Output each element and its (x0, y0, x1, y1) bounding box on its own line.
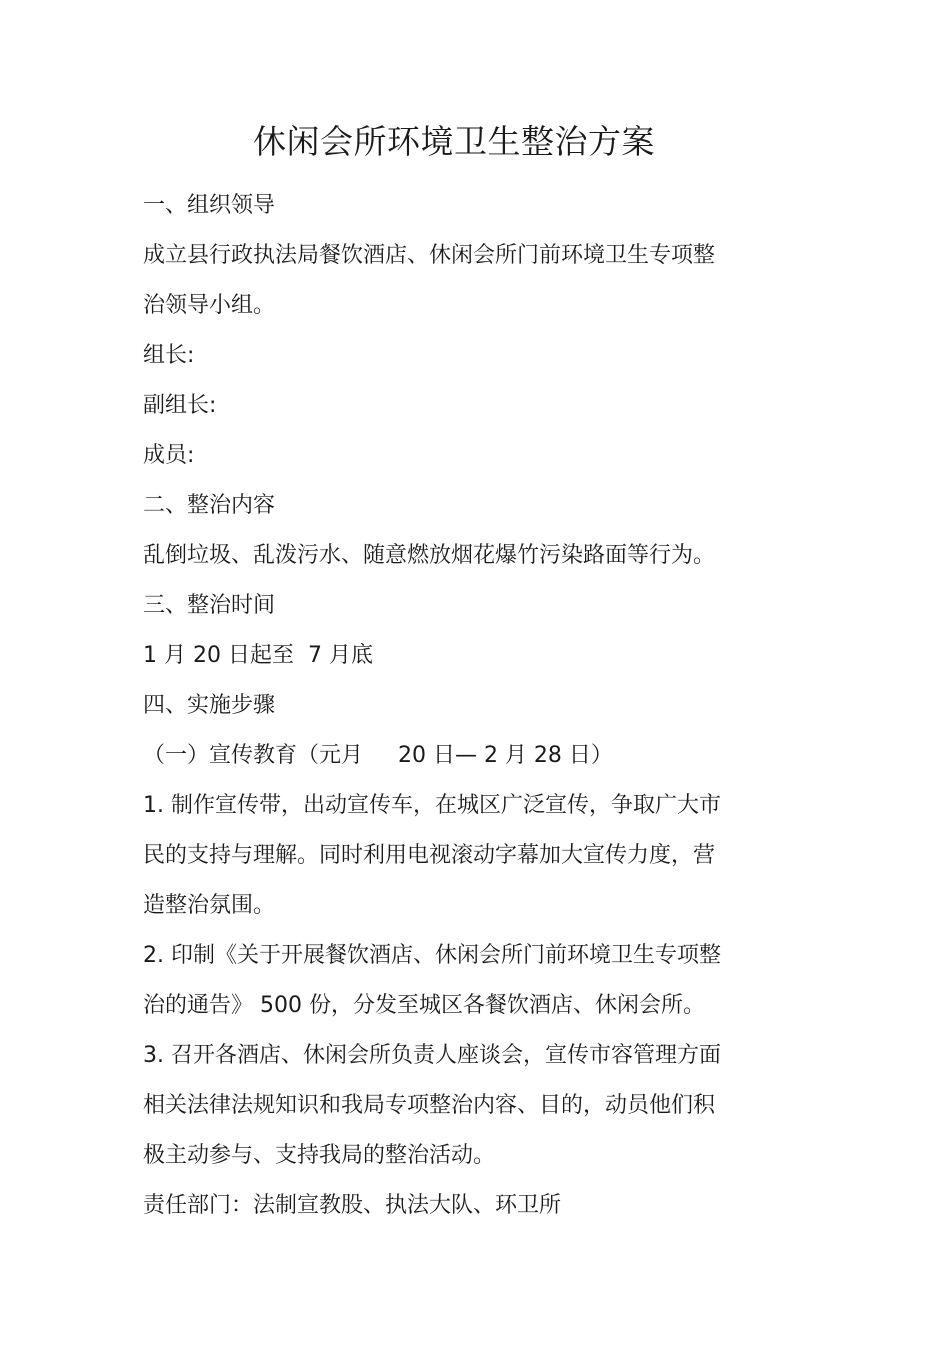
section-heading-time: 三、整治时间 (143, 593, 276, 618)
responsible-departments: 责任部门：法制宣教股、执法大队、环卫所 (143, 1193, 562, 1218)
leader-label: 组长: (143, 343, 195, 368)
section-heading-steps: 四、实施步骤 (143, 693, 276, 718)
paragraph-line: 1 月 20 日起至 7 月底 (143, 643, 373, 668)
paragraph-line: 1. 制作宣传带，出动宣传车，在城区广泛宣传，争取广大市 (143, 793, 721, 818)
paragraph-line: 成立县行政执法局餐饮酒店、休闲会所门前环境卫生专项整 (143, 243, 716, 268)
paragraph-line: 乱倒垃圾、乱泼污水、随意燃放烟花爆竹污染路面等行为。 (143, 543, 716, 568)
paragraph-line: 2. 印制《关于开展餐饮酒店、休闲会所门前环境卫生专项整 (143, 943, 721, 968)
section-heading-organization: 一、组织领导 (143, 193, 276, 218)
deputy-leader-label: 副组长: (143, 393, 217, 418)
paragraph-line: 造整治氛围。 (143, 893, 276, 918)
paragraph-line: 3. 召开各酒店、休闲会所负责人座谈会，宣传市容管理方面 (143, 1043, 721, 1068)
subsection-heading: （一）宣传教育（元月 20 日— 2 月 28 日） (143, 743, 613, 768)
paragraph-line: 民的支持与理解。同时利用电视滚动字幕加大宣传力度，营 (143, 843, 716, 868)
paragraph-line: 治的通告》 500 份，分发至城区各餐饮酒店、休闲会所。 (143, 993, 705, 1018)
paragraph-line: 相关法律法规知识和我局专项整治内容、目的，动员他们积 (143, 1093, 716, 1118)
paragraph-line: 极主动参与、支持我局的整治活动。 (143, 1143, 496, 1168)
page-title: 休闲会所环境卫生整治方案 (253, 122, 655, 161)
members-label: 成员: (143, 443, 195, 468)
section-heading-content: 二、整治内容 (143, 493, 276, 518)
paragraph-line: 治领导小组。 (143, 293, 276, 318)
